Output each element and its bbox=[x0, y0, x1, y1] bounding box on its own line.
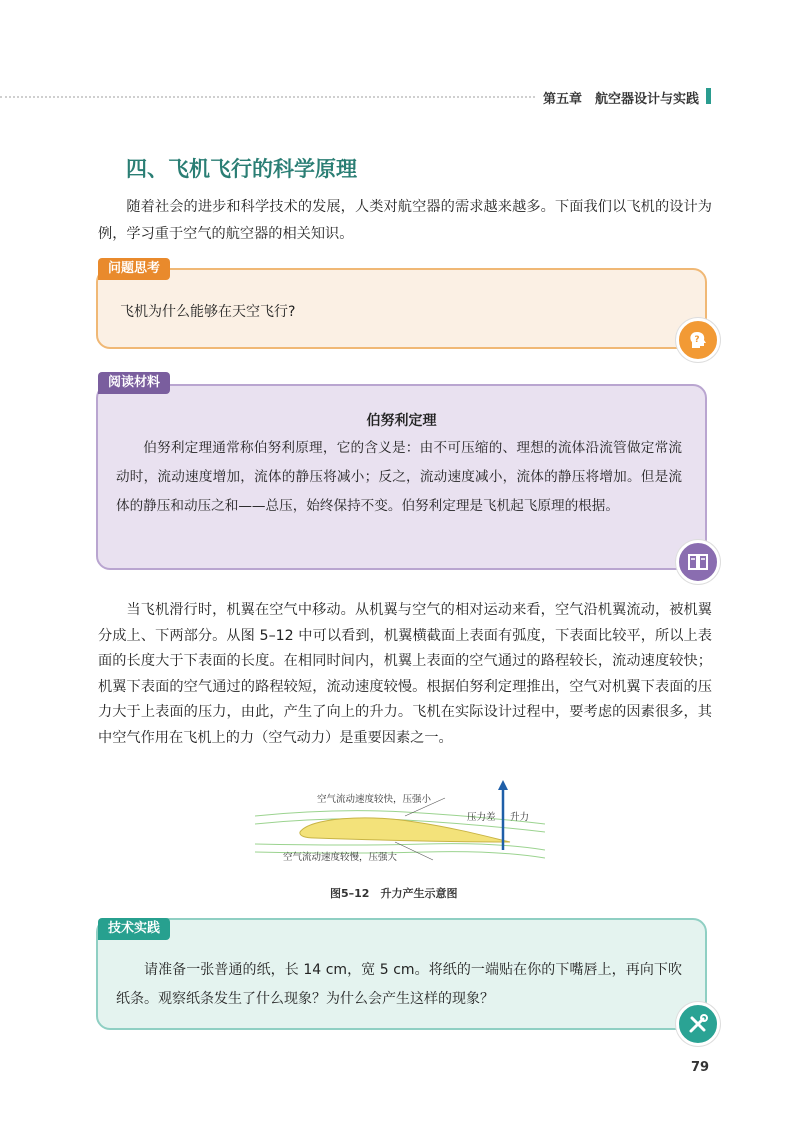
label-pressure-diff: 压力差 bbox=[467, 812, 496, 823]
tech-tag: 技术实践 bbox=[98, 918, 170, 940]
think-tag: 问题思考 bbox=[98, 258, 170, 280]
page-number: 79 bbox=[691, 1060, 710, 1075]
head-question-icon bbox=[676, 318, 720, 362]
tech-body: 请准备一张普通的纸，长 14 cm，宽 5 cm。将纸的一端贴在你的下嘴唇上，再向下吹纸条。观察纸条发生了什么现象？为什么会产生这样的现象？ bbox=[116, 962, 682, 1007]
label-lift: 升力 bbox=[510, 812, 530, 823]
reading-tag: 阅读材料 bbox=[98, 372, 170, 394]
section-title: 四、飞机飞行的科学原理 bbox=[126, 157, 357, 181]
label-bottom: 空气流动速度较慢，压强大 bbox=[283, 852, 398, 863]
svg-text:?: ? bbox=[694, 335, 700, 345]
figure-caption: 图5–12 升力产生示意图 bbox=[330, 887, 458, 900]
intro-paragraph: 随着社会的进步和科学技术的发展，人类对航空器的需求越来越多。下面我们以飞机的设计为例，学习重于空气的航空器的相关知识。 bbox=[98, 199, 712, 242]
header-divider bbox=[0, 96, 535, 98]
reading-title: 伯努利定理 bbox=[366, 413, 437, 429]
reading-body: 伯努利定理通常称伯努利原理，它的含义是：由不可压缩的、理想的流体沿流管做定常流动时，流动速度增加，流体的静压将减小；反之，流动速度减小，流体的静压将增加。但是流体的静压和动压之和——总压，始终保持不变。伯努利定理是飞机起飞原理的根据。 bbox=[116, 440, 682, 514]
main-paragraph: 当飞机滑行时，机翼在空气中移动。从机翼与空气的相对运动来看，空气沿机翼流动，被机翼分成上、下两部分。从图 5–12 中可以看到，机翼横截面上表面有弧度，下表面比较平，所以上表面的长度大于下表面的长度。在相同时间内，机翼上表面的空气通过的路程较长，流动速度较快；机翼下表面的空气通过的路程较短，流动速度较慢。根据伯努利定理推出，空气对机翼下表面的压力大于上表面的压力，由此，产生了向上的升力。飞机在实际设计过程中，要考虑的因素很多，其中空气作用在飞机上的力（空气动力）是重要因素之一。 bbox=[98, 602, 712, 746]
book-icon bbox=[676, 540, 720, 584]
chapter-title: 第五章 航空器设计与实践 bbox=[543, 92, 700, 107]
tools-icon bbox=[676, 1002, 720, 1046]
chapter-marker bbox=[706, 88, 711, 104]
label-top: 空气流动速度较快，压强小 bbox=[317, 794, 432, 805]
lift-diagram bbox=[255, 780, 545, 880]
think-question: 飞机为什么能够在天空飞行? bbox=[120, 304, 296, 320]
lift-arrow-head bbox=[498, 780, 508, 790]
